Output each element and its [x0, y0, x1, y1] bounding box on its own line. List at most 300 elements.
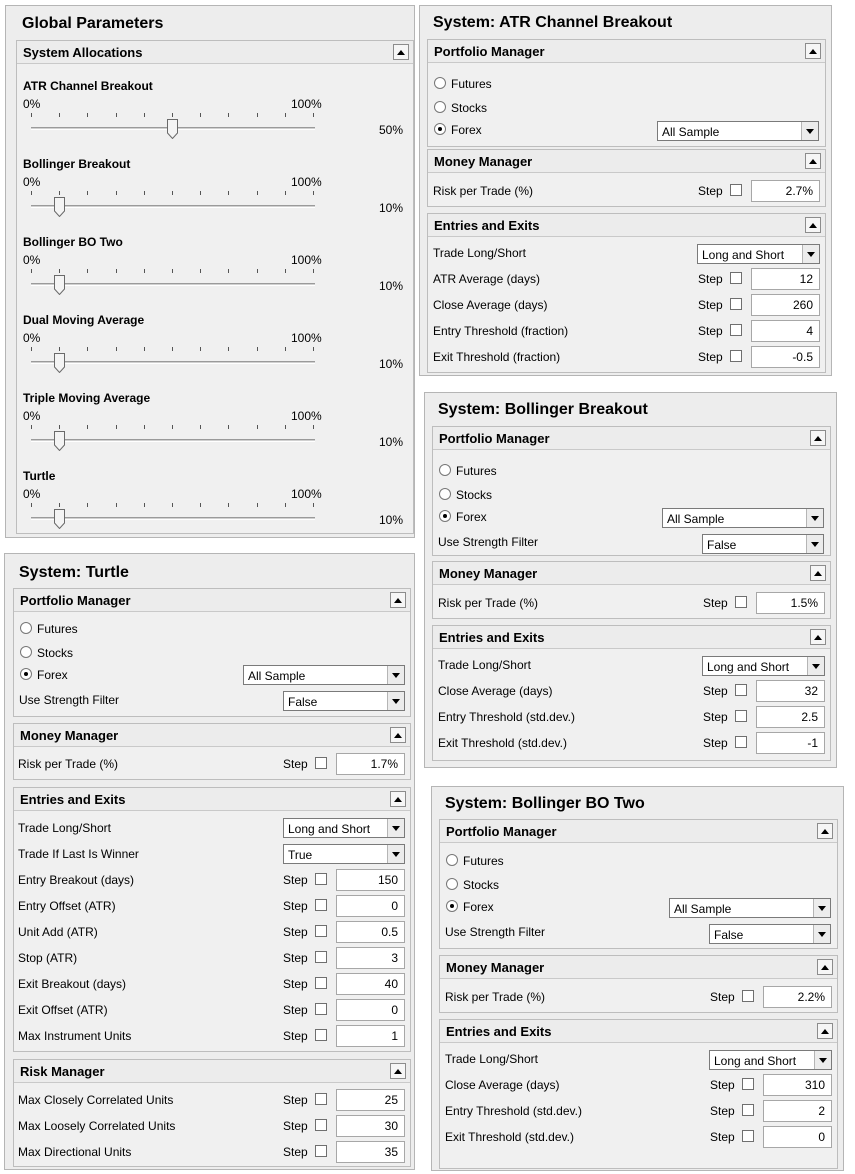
allocation-percent: 10% [379, 435, 404, 449]
slider-tick [228, 503, 229, 507]
field-label: Entry Breakout (days) [18, 873, 135, 887]
forex-label: Forex [456, 510, 487, 524]
collapse-button[interactable] [805, 43, 821, 59]
slider-tick [172, 503, 173, 507]
use-strength-filter-label: Use Strength Filter [445, 925, 546, 939]
field-label: Max Directional Units [18, 1145, 132, 1159]
select-value: Long and Short [288, 822, 371, 836]
slider-tick [59, 269, 60, 273]
entries-exits-section [427, 213, 826, 373]
futures-radio[interactable] [439, 464, 451, 476]
slider-tick [285, 425, 286, 429]
step-checkbox[interactable] [315, 977, 327, 989]
allocation-name: ATR Channel Breakout [23, 79, 153, 93]
select-value: False [707, 538, 737, 552]
step-checkbox[interactable] [730, 324, 742, 336]
allocation-name: Bollinger BO Two [23, 235, 123, 249]
step-label: Step [710, 1078, 735, 1092]
slider-tick [172, 425, 173, 429]
field-label: Entry Offset (ATR) [18, 899, 116, 913]
collapse-button[interactable] [817, 1023, 833, 1039]
slider-tick [313, 503, 314, 507]
field-label: Exit Threshold (fraction) [433, 350, 561, 364]
forex-sample-select[interactable] [662, 508, 824, 528]
allocation-percent: 10% [379, 279, 404, 293]
turtle-panel [4, 553, 415, 1170]
allocation-percent: 10% [379, 357, 404, 371]
section-title: Money Manager [439, 566, 538, 581]
slider-tick [200, 191, 201, 195]
slider-tick [200, 269, 201, 273]
slider-tick [257, 191, 258, 195]
step-label: Step [283, 951, 308, 965]
dropdown-arrow-icon [387, 692, 404, 710]
collapse-button[interactable] [817, 959, 833, 975]
select-value: False [288, 695, 318, 709]
slider-tick [31, 503, 32, 507]
dropdown-arrow-icon [801, 122, 818, 140]
step-label: Step [698, 350, 723, 364]
dropdown-arrow-icon [813, 899, 830, 917]
value-input[interactable]: 150 [336, 869, 405, 891]
slider-tick [144, 425, 145, 429]
value-input[interactable]: 3 [336, 947, 405, 969]
field-label: Exit Offset (ATR) [18, 1003, 108, 1017]
field-label: Stop (ATR) [18, 951, 78, 965]
collapse-arrow-icon [394, 797, 402, 802]
section-header [433, 562, 830, 585]
slider-max-label: 100% [291, 331, 322, 345]
value-input[interactable]: 1 [336, 1025, 405, 1047]
section-title: Entries and Exits [439, 630, 545, 645]
slider-tick [285, 113, 286, 117]
entries-exits-section [13, 787, 411, 1052]
section-title: Entries and Exits [434, 218, 540, 233]
money-manager-section [432, 561, 831, 619]
slider-tick [285, 191, 286, 195]
slider-tick [228, 269, 229, 273]
slider-tick [228, 347, 229, 351]
step-label: Step [283, 1003, 308, 1017]
portfolio-manager-section [432, 426, 831, 556]
collapse-arrow-icon [809, 49, 817, 54]
risk-manager-section [13, 1059, 411, 1167]
step-checkbox[interactable] [735, 684, 747, 696]
value-input[interactable]: 40 [336, 973, 405, 995]
slider-min-label: 0% [23, 409, 41, 423]
value-input[interactable]: 2 [763, 1100, 832, 1122]
slider-tick [257, 113, 258, 117]
step-checkbox[interactable] [735, 710, 747, 722]
futures-radio[interactable] [446, 854, 458, 866]
field-label: Entry Threshold (std.dev.) [445, 1104, 582, 1118]
collapse-arrow-icon [394, 1069, 402, 1074]
collapse-button[interactable] [390, 791, 406, 807]
step-checkbox[interactable] [742, 1130, 754, 1142]
dropdown-arrow-icon [802, 245, 819, 263]
slider-tick [172, 269, 173, 273]
step-checkbox[interactable] [315, 899, 327, 911]
futures-radio[interactable] [434, 77, 446, 89]
field-label: Unit Add (ATR) [18, 925, 98, 939]
slider-tick [116, 113, 117, 117]
slider-tick [285, 347, 286, 351]
step-label: Step [283, 977, 308, 991]
futures-label: Futures [37, 622, 78, 636]
collapse-arrow-icon [814, 436, 822, 441]
slider-max-label: 100% [291, 175, 322, 189]
futures-label: Futures [463, 854, 504, 868]
slider-tick [87, 503, 88, 507]
slider-tick [200, 503, 201, 507]
slider-tick [144, 113, 145, 117]
slider-tick [228, 191, 229, 195]
stocks-label: Stocks [37, 646, 74, 660]
slider-tick [59, 113, 60, 117]
futures-label: Futures [456, 464, 497, 478]
slider-thumb[interactable] [54, 509, 65, 529]
trade-if-winner-select[interactable] [283, 844, 405, 864]
field-label: Exit Breakout (days) [18, 977, 127, 991]
slider-track[interactable] [31, 283, 315, 286]
section-header [428, 40, 825, 63]
risk-per-trade-label: Risk per Trade (%) [438, 596, 539, 610]
panel-title: System: ATR Channel Breakout [433, 14, 673, 31]
collapse-button[interactable] [810, 565, 826, 581]
slider-tick [31, 269, 32, 273]
select-value: Long and Short [702, 248, 785, 262]
step-checkbox[interactable] [735, 596, 747, 608]
risk-per-trade-input[interactable]: 2.2% [763, 986, 832, 1008]
section-header [433, 427, 830, 450]
strength-filter-select[interactable] [702, 534, 824, 554]
field-label: Entry Threshold (fraction) [433, 324, 569, 338]
step-label: Step [283, 1029, 308, 1043]
atr-channel-breakout-panel [419, 5, 832, 376]
value-input[interactable]: -1 [756, 732, 825, 754]
slider-tick [313, 347, 314, 351]
section-title: Money Manager [446, 960, 545, 975]
stocks-label: Stocks [451, 101, 488, 115]
field-label: Close Average (days) [433, 298, 548, 312]
money-manager-section [13, 723, 411, 780]
trade-long-short-select[interactable] [697, 244, 820, 264]
collapse-button[interactable] [805, 153, 821, 169]
value-input[interactable]: 0 [336, 999, 405, 1021]
step-label: Step [710, 1104, 735, 1118]
section-title: Portfolio Manager [446, 824, 557, 839]
slider-max-label: 100% [291, 97, 322, 111]
money-manager-section [439, 955, 838, 1013]
section-title: Portfolio Manager [434, 44, 545, 59]
value-input[interactable]: 260 [751, 294, 820, 316]
slider-track[interactable] [31, 439, 315, 442]
slider-tick [59, 191, 60, 195]
collapse-arrow-icon [809, 159, 817, 164]
collapse-arrow-icon [394, 598, 402, 603]
value-input[interactable]: 2.5 [756, 706, 825, 728]
futures-label: Futures [451, 77, 492, 91]
stocks-radio[interactable] [434, 101, 446, 113]
stocks-radio[interactable] [20, 646, 32, 658]
slider-max-label: 100% [291, 409, 322, 423]
step-checkbox[interactable] [315, 1145, 327, 1157]
forex-sample-select[interactable] [669, 898, 831, 918]
slider-tick [144, 347, 145, 351]
section-header [14, 1060, 410, 1083]
slider-tick [116, 503, 117, 507]
forex-radio[interactable] [434, 123, 446, 135]
select-value: False [714, 928, 744, 942]
step-label: Step [698, 298, 723, 312]
step-label: Step [283, 1119, 308, 1133]
step-checkbox[interactable] [730, 272, 742, 284]
panel-title: System: Bollinger Breakout [438, 401, 648, 418]
slider-tick [144, 503, 145, 507]
slider-tick [228, 113, 229, 117]
bollinger-breakout-panel [424, 392, 837, 768]
step-label: Step [283, 1145, 308, 1159]
value-input[interactable]: 0 [336, 895, 405, 917]
slider-tick [87, 347, 88, 351]
collapse-arrow-icon [397, 50, 405, 55]
step-label: Step [283, 1093, 308, 1107]
step-checkbox[interactable] [735, 736, 747, 748]
field-label: ATR Average (days) [433, 272, 540, 286]
money-manager-section [427, 149, 826, 207]
section-title: Entries and Exits [446, 1024, 552, 1039]
collapse-button[interactable] [810, 629, 826, 645]
stocks-radio[interactable] [439, 488, 451, 500]
field-label: Exit Threshold (std.dev.) [445, 1130, 574, 1144]
trade-long-short-select[interactable] [709, 1050, 832, 1070]
allocation-percent: 10% [379, 513, 404, 527]
system-allocations-section [16, 40, 414, 534]
slider-tick [228, 425, 229, 429]
step-checkbox[interactable] [315, 757, 327, 769]
slider-tick [257, 347, 258, 351]
value-input[interactable]: 25 [336, 1089, 405, 1111]
field-label: Max Loosely Correlated Units [18, 1119, 176, 1133]
collapse-button[interactable] [390, 727, 406, 743]
step-checkbox[interactable] [315, 951, 327, 963]
select-value: All Sample [248, 669, 306, 683]
step-checkbox[interactable] [742, 990, 754, 1002]
risk-per-trade-input[interactable]: 1.5% [756, 592, 825, 614]
slider-tick [172, 113, 173, 117]
step-label: Step [703, 684, 728, 698]
collapse-arrow-icon [814, 571, 822, 576]
section-header [14, 589, 410, 612]
slider-tick [257, 503, 258, 507]
value-input[interactable]: 310 [763, 1074, 832, 1096]
select-value: All Sample [667, 512, 725, 526]
field-label: Exit Threshold (std.dev.) [438, 736, 567, 750]
section-title: Risk Manager [20, 1064, 105, 1079]
stocks-label: Stocks [456, 488, 493, 502]
section-title: Entries and Exits [20, 792, 126, 807]
value-input[interactable]: 32 [756, 680, 825, 702]
strength-filter-select[interactable] [709, 924, 831, 944]
use-strength-filter-label: Use Strength Filter [19, 693, 120, 707]
forex-sample-select[interactable] [657, 121, 819, 141]
slider-tick [144, 269, 145, 273]
select-value: All Sample [674, 902, 732, 916]
allocation-name: Bollinger Breakout [23, 157, 131, 171]
trade-long-short-select[interactable] [702, 656, 825, 676]
section-title: Money Manager [20, 728, 119, 743]
slider-min-label: 0% [23, 487, 41, 501]
forex-label: Forex [463, 900, 494, 914]
step-checkbox[interactable] [730, 350, 742, 362]
trade-if-winner-label: Trade If Last Is Winner [18, 847, 139, 861]
slider-tick [313, 191, 314, 195]
slider-tick [116, 191, 117, 195]
futures-radio[interactable] [20, 622, 32, 634]
trade-long-short-label: Trade Long/Short [438, 658, 531, 672]
step-label: Step [283, 757, 308, 771]
slider-tick [200, 347, 201, 351]
slider-thumb[interactable] [54, 275, 65, 295]
entries-exits-section [439, 1019, 838, 1169]
slider-track[interactable] [31, 517, 315, 520]
trade-long-short-select[interactable] [283, 818, 405, 838]
slider-thumb[interactable] [167, 119, 178, 139]
slider-tick [116, 425, 117, 429]
collapse-button[interactable] [390, 592, 406, 608]
section-title: Portfolio Manager [20, 593, 131, 608]
slider-thumb[interactable] [54, 431, 65, 451]
step-label: Step [703, 596, 728, 610]
section-header [14, 724, 410, 747]
slider-tick [257, 425, 258, 429]
risk-per-trade-input[interactable]: 1.7% [336, 753, 405, 775]
step-checkbox[interactable] [315, 1003, 327, 1015]
collapse-button[interactable] [817, 823, 833, 839]
stocks-radio[interactable] [446, 878, 458, 890]
forex-sample-select[interactable] [243, 665, 405, 685]
section-header [428, 150, 825, 173]
forex-radio[interactable] [439, 510, 451, 522]
dropdown-arrow-icon [813, 925, 830, 943]
slider-tick [285, 503, 286, 507]
slider-track[interactable] [31, 205, 315, 208]
slider-min-label: 0% [23, 331, 41, 345]
collapse-arrow-icon [821, 965, 829, 970]
step-checkbox[interactable] [315, 873, 327, 885]
risk-per-trade-label: Risk per Trade (%) [445, 990, 546, 1004]
slider-tick [87, 191, 88, 195]
collapse-arrow-icon [394, 733, 402, 738]
section-header [433, 626, 830, 649]
step-checkbox[interactable] [742, 1078, 754, 1090]
risk-per-trade-input[interactable]: 2.7% [751, 180, 820, 202]
field-label: Entry Threshold (std.dev.) [438, 710, 575, 724]
slider-min-label: 0% [23, 175, 41, 189]
allocation-name: Dual Moving Average [23, 313, 145, 327]
forex-radio[interactable] [446, 900, 458, 912]
field-label: Close Average (days) [445, 1078, 560, 1092]
allocation-percent: 10% [379, 201, 404, 215]
step-label: Step [283, 925, 308, 939]
field-label: Close Average (days) [438, 684, 553, 698]
strength-filter-select[interactable] [283, 691, 405, 711]
collapse-button[interactable] [810, 430, 826, 446]
step-checkbox[interactable] [315, 925, 327, 937]
step-checkbox[interactable] [315, 1029, 327, 1041]
step-checkbox[interactable] [315, 1093, 327, 1105]
slider-tick [313, 113, 314, 117]
section-header [440, 1020, 837, 1043]
step-label: Step [710, 1130, 735, 1144]
step-label: Step [703, 736, 728, 750]
slider-thumb[interactable] [54, 353, 65, 373]
step-label: Step [698, 272, 723, 286]
section-title: Money Manager [434, 154, 533, 169]
global-parameters-panel [5, 5, 415, 538]
slider-tick [200, 425, 201, 429]
dropdown-arrow-icon [807, 657, 824, 675]
collapse-arrow-icon [821, 829, 829, 834]
dropdown-arrow-icon [387, 845, 404, 863]
collapse-button[interactable] [805, 217, 821, 233]
step-checkbox[interactable] [742, 1104, 754, 1116]
allocation-name: Triple Moving Average [23, 391, 151, 405]
step-label: Step [698, 184, 723, 198]
slider-tick [313, 425, 314, 429]
slider-tick [172, 347, 173, 351]
panel-title: Global Parameters [22, 15, 164, 32]
value-input[interactable]: 0 [763, 1126, 832, 1148]
section-header [440, 956, 837, 979]
slider-tick [87, 113, 88, 117]
dropdown-arrow-icon [814, 1051, 831, 1069]
collapse-arrow-icon [809, 223, 817, 228]
portfolio-manager-section [427, 39, 826, 147]
forex-radio[interactable] [20, 668, 32, 680]
section-header [440, 820, 837, 843]
trade-long-short-label: Trade Long/Short [445, 1052, 538, 1066]
collapse-arrow-icon [821, 1029, 829, 1034]
value-input[interactable]: 30 [336, 1115, 405, 1137]
field-label: Max Instrument Units [18, 1029, 132, 1043]
collapse-button[interactable] [393, 44, 409, 60]
collapse-button[interactable] [390, 1063, 406, 1079]
slider-thumb[interactable] [54, 197, 65, 217]
slider-track[interactable] [31, 361, 315, 364]
slider-tick [31, 113, 32, 117]
allocation-name: Turtle [23, 469, 56, 483]
value-input[interactable]: 0.5 [336, 921, 405, 943]
value-input[interactable]: -0.5 [751, 346, 820, 368]
dropdown-arrow-icon [806, 509, 823, 527]
slider-tick [59, 503, 60, 507]
value-input[interactable]: 35 [336, 1141, 405, 1163]
step-label: Step [703, 710, 728, 724]
value-input[interactable]: 12 [751, 268, 820, 290]
step-checkbox[interactable] [730, 184, 742, 196]
slider-tick [59, 425, 60, 429]
step-checkbox[interactable] [315, 1119, 327, 1131]
slider-tick [200, 113, 201, 117]
portfolio-manager-section [439, 819, 838, 949]
slider-tick [116, 347, 117, 351]
stocks-label: Stocks [463, 878, 500, 892]
value-input[interactable]: 4 [751, 320, 820, 342]
allocation-percent: 50% [379, 123, 404, 137]
step-checkbox[interactable] [730, 298, 742, 310]
risk-per-trade-label: Risk per Trade (%) [433, 184, 534, 198]
